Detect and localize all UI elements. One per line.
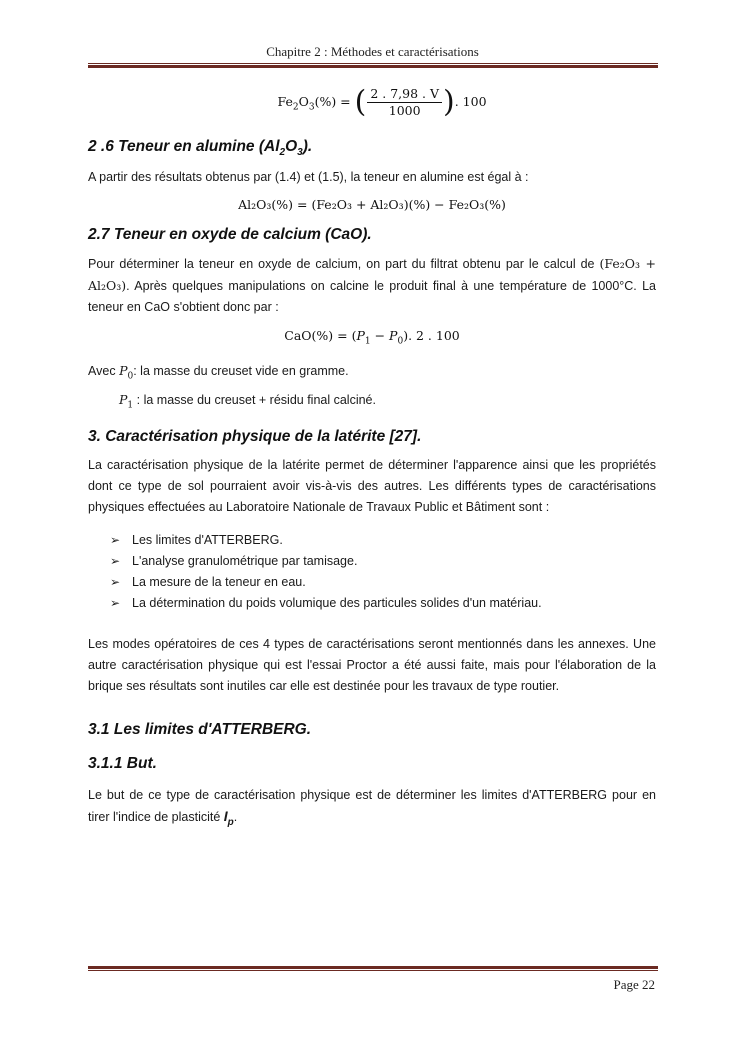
section-3-paragraph-2: Les modes opératoires de ces 4 types de caractérisations seront mentionnés dans les annexes. Une autre caractérisation physique qui est l'essai Proctor a été aussi faite, mais pour l'élaboration de la brique ses résultats sont inutiles car elle est destinée pour les travaux de type routier. [88,636,656,693]
section-3-1-1-title: 3.1.1 But. [88,754,157,772]
page-body [88,86,656,832]
list-item: ➢ L'analyse granulométrique par tamisage. [110,551,656,572]
fraction-numerator: 2 . 7,98 . V [367,86,442,103]
footer-rule-thin [88,970,658,971]
list-item: ➢ La détermination du poids volumique des particules solides d'un matériau. [110,593,656,614]
footer-rule-thick [88,966,658,969]
section-3-title: 3. Caractérisation physique de la latérite [27]. [88,427,422,445]
section-2-6-paragraph: A partir des résultats obtenus par (1.4) et (1.5), la teneur en alumine est égal à : [88,170,529,185]
equation-fe2o3: $Fe_2O_3(\%)$ = ( $\frac{2 . 7,98 . V}{1000}$ ). 100 [277,84,487,120]
fraction [367,86,442,119]
section-2-6-title: 2 .6 Teneur en alumine $(Al_2O_3)$. [88,138,313,159]
right-paren: ) [443,84,455,120]
arrow-bullet-icon: ➢ [110,574,121,589]
header-rule-thin [88,63,658,64]
list-item: ➢ La mesure de la teneur en eau. [110,572,656,593]
section-3-paragraph: La caractérisation physique de la latérite permet de déterminer l'apparence ainsi que les propriétés dont ce type de sol pourraient avoir vis-à-vis des autres. Les différents types de caractérisations physiques effectuées au Laboratoire Nationale de Travaux Public et Bâtiment sont : [88,457,656,514]
list-item: ➢ Les limites d'ATTERBERG. [110,530,656,551]
section-2-7-paragraph: Pour déterminer la teneur en oxyde de calcium, on part du filtrat obtenu par le calcul de (Fe₂O₃ + Al₂O₃). Après quelques manipulations on calcine le produit final à une température de 1000°C. La teneur en CaO s'obtient donc par : [88,256,656,315]
section-3-1-title: 3.1 Les limites d'ATTERBERG. [88,720,312,738]
section-2-7-title: 2.7 Teneur en oxyde de calcium (CaO). [88,226,372,244]
page-header-title: Chapitre 2 : Méthodes et caractérisations [266,44,479,59]
characterisation-list [88,530,656,614]
arrow-bullet-icon: ➢ [110,553,121,568]
left-paren: ( [354,84,367,120]
page-number: Page 22 [613,977,655,992]
header-rule-thick [88,65,658,68]
equation-al2o3: Al₂O₃(%) = (Fe₂O₃ + Al₂O₃)(%) − Fe₂O₃(%) [238,197,506,213]
definition-p1: $P_1$ : la masse du creuset + résidu final calciné. [119,392,376,411]
arrow-bullet-icon: ➢ [110,595,121,610]
arrow-bullet-icon: ➢ [110,532,121,547]
definition-p0: Avec $P_0$: la masse du creuset vide en gramme. [88,362,349,382]
plasticity-index-symbol: $I_p$ [223,807,234,828]
equation-cao: $CaO(\%) = (P_1 - P_0)$. 2 . 100 [284,328,460,347]
section-3-1-1-paragraph: Le but de ce type de caractérisation physique est de déterminer les limites d'ATTERBERG pour en tirer l'indice de plasticité $I_p$. [88,787,656,828]
fraction-denominator: 1000 [388,103,421,118]
